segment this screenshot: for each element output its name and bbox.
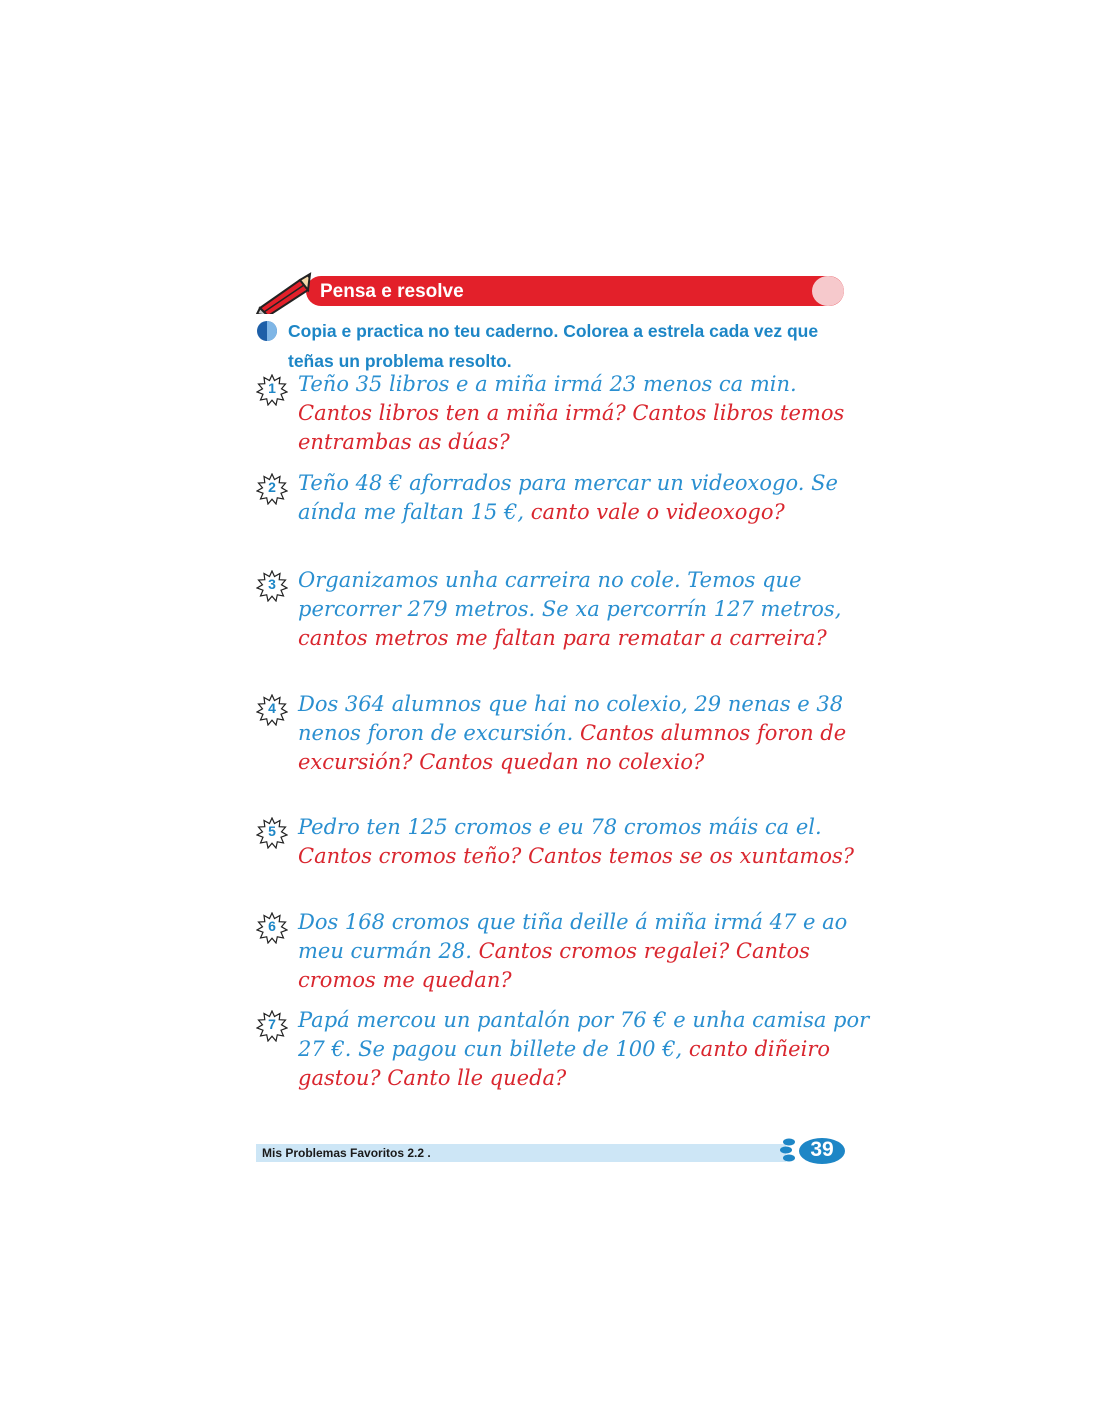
star-icon[interactable] <box>256 374 288 406</box>
problem-question: Cantos libros ten a miña irmá? Cantos libros temos entrambas as dúas? <box>298 401 845 454</box>
problem-statement: Dos 364 alumnos que hai no colexio, 29 nenas e 38 nenos foron de excursión. <box>298 692 844 745</box>
problem-text <box>298 370 873 457</box>
problem-statement: Dos 168 cromos que tiña deille á miña irmá 47 e ao meu curmán 28. <box>298 910 848 963</box>
star-icon[interactable] <box>256 694 288 726</box>
problem-question: canto diñeiro gastou? Canto lle queda? <box>298 1037 830 1090</box>
star-icon[interactable] <box>256 912 288 944</box>
problem-statement: Papá mercou un pantalón por 76 € e unha camisa por 27 €. Se pagou cun billete de 100 €, <box>298 1008 870 1061</box>
problem-number: 6 <box>268 918 276 934</box>
problem-statement: Teño 35 libros e a miña irmá 23 menos ca min. <box>298 372 797 396</box>
section-header-cap <box>812 276 844 306</box>
problem-statement: Organizamos unha carreira no cole. Temos que percorrer 279 metros. Se xa percorrín 127 metros, <box>298 568 842 621</box>
problem-statement: Teño 48 € aforrados para mercar un videoxogo. Se aínda me faltan 15 €, <box>298 471 838 524</box>
problem-number: 5 <box>268 823 276 839</box>
problem-number: 4 <box>268 700 276 716</box>
page-number: 39 <box>810 1138 834 1161</box>
problem-text <box>298 908 873 995</box>
problem-text <box>298 1006 873 1093</box>
star-icon[interactable] <box>256 570 288 602</box>
problem-question: Cantos alumnos foron de excursión? Cantos quedan no colexio? <box>298 721 847 774</box>
star-icon[interactable] <box>256 817 288 849</box>
problem-question: Cantos cromos regalei? Cantos cromos me quedan? <box>298 939 810 992</box>
problem-question: Cantos cromos teño? Cantos temos se os xuntamos? <box>298 844 855 868</box>
problem-number: 2 <box>268 479 276 495</box>
pencil-icon <box>254 270 312 314</box>
problem-text <box>298 813 873 871</box>
problem-number: 3 <box>268 576 276 592</box>
star-icon[interactable] <box>256 1010 288 1042</box>
section-title: Pensa e resolve <box>320 281 464 302</box>
footer-book-title: Mis Problemas Favoritos 2.2 . <box>262 1146 431 1160</box>
problem-number: 7 <box>268 1016 276 1032</box>
instruction-text: Copia e practica no teu caderno. Colorea a estrela cada vez que teñas un problema resolto. <box>288 321 819 371</box>
problem-question: cantos metros me faltan para rematar a carreira? <box>298 626 827 650</box>
problem-number: 1 <box>268 380 276 396</box>
problem-question: canto vale o videoxogo? <box>530 500 785 524</box>
bullet-icon <box>256 320 278 342</box>
problem-statement: Pedro ten 125 cromos e eu 78 cromos máis ca el. <box>298 815 822 839</box>
problem-text <box>298 566 873 653</box>
star-icon[interactable] <box>256 473 288 505</box>
problem-text <box>298 469 873 527</box>
problem-text <box>298 690 873 777</box>
